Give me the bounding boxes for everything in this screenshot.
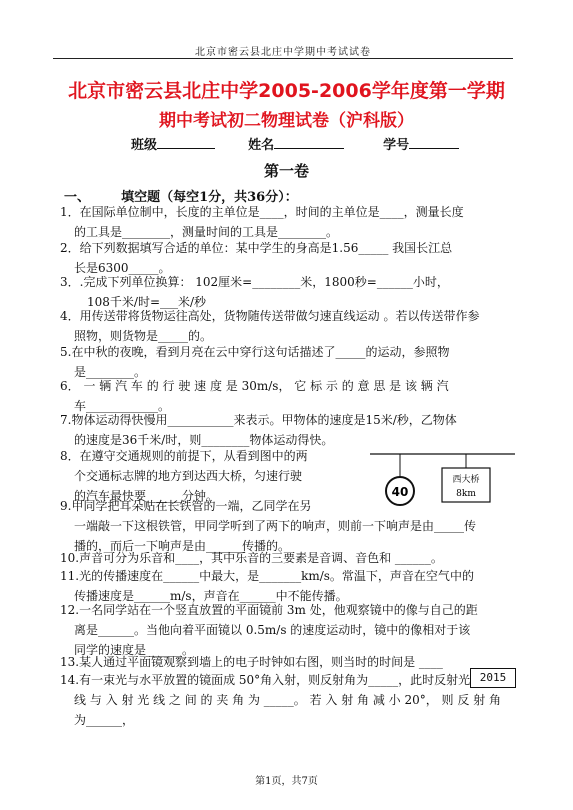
question-line: 的工具是________，测量时间的工具是________。 <box>74 225 339 239</box>
speed-limit-value: 40 <box>391 485 409 499</box>
question-line: 播的，而后一下响声是由______传播的。 <box>74 539 291 553</box>
question-14 <box>60 670 520 730</box>
question-line: 3．.完成下列单位换算： 102厘米=________米，1800秒=______小时， <box>60 275 449 289</box>
name-label: 姓名 <box>248 138 275 153</box>
question-line: 照物，则货物是_____的。 <box>74 329 213 343</box>
question-line: 的速度是36千米/时，则________物体运动得快。 <box>74 433 334 447</box>
page-footer: 第1页，共7页 <box>255 776 318 787</box>
question-line: 2．给下列数据填写合适的单位：某中学生的身高是1.56_____ 我国长江总 <box>60 241 453 255</box>
question-line: 9.甲同学把耳朵贴在长铁管的一端，乙同学在另 <box>60 499 312 513</box>
question-line: 10.声音可分为乐音和____，其中乐音的三要素是音调、音色和 ______。 <box>60 551 443 565</box>
question-7 <box>60 410 520 450</box>
question-line: 离是______。当他向着平面镜以 0.5m/s 的速度运动时，镜中的像相对于该 <box>74 623 471 637</box>
question-line: 6． 一 辆 汽 车 的 行 驶 速 度 是 30m/s， 它 标 示 的 意 思 是 该 辆 汽 <box>60 379 449 393</box>
question-line: 传播速度是______m/s，声音在______中不能传播。 <box>74 589 348 603</box>
class-field[interactable] <box>157 136 215 149</box>
class-label: 班级 <box>131 138 158 153</box>
question-9 <box>60 496 520 556</box>
exam-title: 北京市密云县北庄中学2005-2006学年度第一学期 <box>68 80 505 102</box>
question-line: 14.有一束光与水平放置的镜面成 50°角入射，则反射角为_____，此时反射光 <box>60 673 471 687</box>
question-line: 8．在遵守交通规则的前提下，从看到图中的两 <box>60 449 308 463</box>
question-line: 一端敲一下这根铁管，甲同学听到了两下的响声，则前一下响声是由_____传 <box>74 519 477 533</box>
page-header: 北京市密云县北庄中学期中考试试卷 <box>195 47 371 58</box>
question-line: 108千米/时=___米/秒 <box>87 295 207 309</box>
student-info-fields <box>131 134 459 153</box>
question-line: 1．在国际单位制中，长度的主单位是____，时间的主单位是____，测量长度 <box>60 205 464 219</box>
question-line: 12.一名同学站在一个竖直放置的平面镜前 3m 处，他观察镜中的像与自己的距 <box>60 603 478 617</box>
question-line: 13.某人通过平面镜观察到墙上的电子时钟如右图，则当时的时间是 ____ <box>60 655 443 669</box>
bridge-name: 西大桥 <box>452 475 480 485</box>
distance-value: 8km <box>456 489 476 499</box>
header-divider <box>53 58 513 59</box>
question-line: 个交通标志牌的地方到达西大桥，匀速行驶 <box>74 469 303 483</box>
question-line: 是________。 <box>74 365 147 379</box>
question-1 <box>60 202 520 242</box>
question-line: 长是6300_____。 <box>74 261 171 275</box>
question-line: 同学的速度是______。 <box>74 643 195 657</box>
question-line: 车____________。 <box>74 399 171 413</box>
name-field[interactable] <box>274 136 344 149</box>
question-10 <box>60 548 520 568</box>
question-4 <box>60 306 520 346</box>
volume-heading: 第一卷 <box>263 162 309 180</box>
question-line: 为______， <box>74 713 135 727</box>
number-field[interactable] <box>409 136 459 149</box>
question-line: 的汽车最快要______分钟。 <box>74 489 219 503</box>
question-line: 线 与 入 射 光 线 之 间 的 夹 角 为 _____。 若 入 射 角 减 小 20°， 则 反 射 角 <box>74 693 502 707</box>
question-12 <box>60 600 520 660</box>
question-line: 11.光的传播速度在______中最大，是_______km/s。常温下，声音在空气中的 <box>60 569 474 583</box>
question-line: 4．用传送带将货物运往高处，货物随传送带做匀速直线运动 。若以传送带作参 <box>60 309 480 323</box>
question-line: 5.在中秋的夜晚，看到月亮在云中穿行这句话描述了_____的运动，参照物 <box>60 345 450 359</box>
digital-clock-figure: 2015 <box>470 668 516 688</box>
question-line: 7.物体运动得快慢用___________来表示。甲物体的速度是15米/秒，乙物体 <box>60 413 457 427</box>
section-number: 一、 <box>64 190 91 205</box>
question-13 <box>60 652 520 672</box>
exam-subtitle: 期中考试初二物理试卷（沪科版） <box>159 111 414 131</box>
number-label: 学号 <box>383 138 410 153</box>
section-title: 填空题（每空1分，共36分）： <box>121 190 298 205</box>
